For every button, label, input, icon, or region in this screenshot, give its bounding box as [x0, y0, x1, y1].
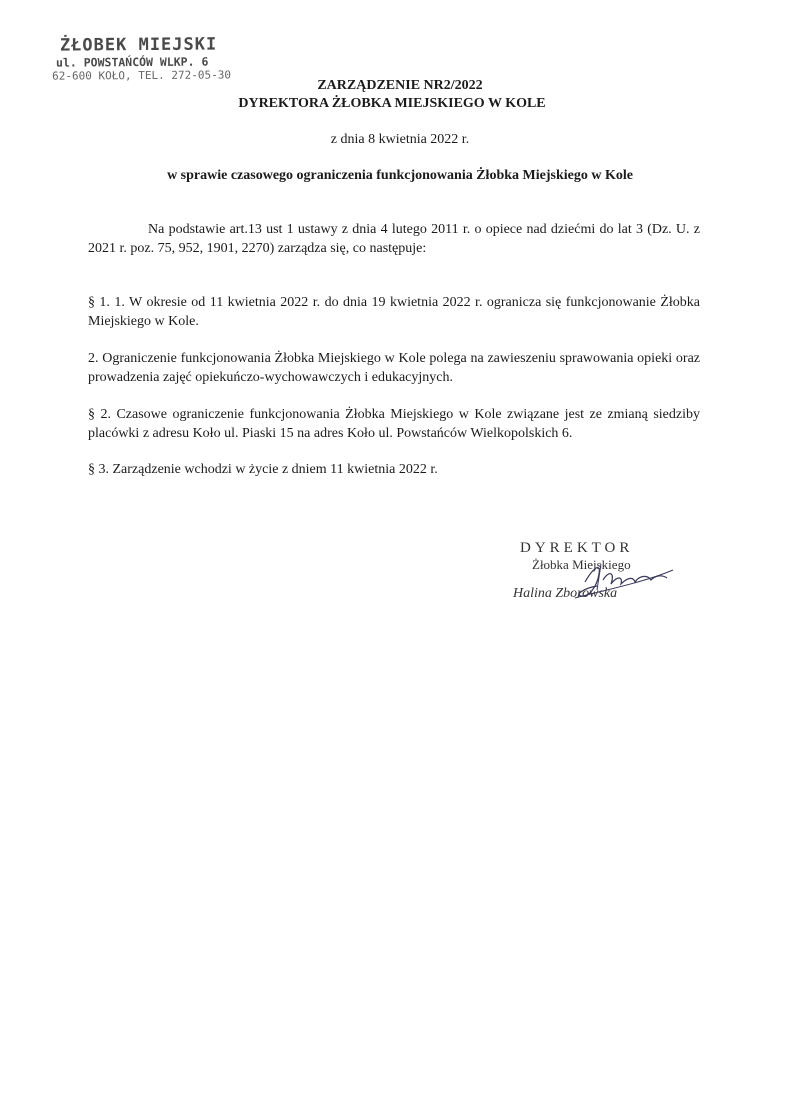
stamp-line-2: ul. POWSTAŃCÓW WLKP. 6	[55, 54, 209, 70]
document-date: z dnia 8 kwietnia 2022 r.	[330, 132, 470, 147]
legal-basis-paragraph: Na podstawie art.13 ust 1 ustawy z dnia 4 lutego 2011 r. o opiece nad dziećmi do lat 3 (Dz. U. z 2021 r. poz. 75, 952, 1901, 2270) zarządza się, co następuje:	[88, 222, 700, 256]
signature-block	[505, 540, 695, 610]
stamp-line-3: 62-600 KOŁO, TEL. 272-05-30	[52, 68, 231, 83]
section-3-paragraph: § 3. Zarządzenie wchodzi w życie z dniem 11 kwietnia 2022 r.	[88, 462, 438, 477]
section-1-point-2-paragraph: 2. Ograniczenie funkcjonowania Żłobka Miejskiego w Kole polega na zawieszeniu sprawowania opieki oraz prowadzenia zajęć opiekuńczo-wychowawczych i edukacyjnych.	[88, 351, 700, 385]
document-subject: w sprawie czasowego ograniczenia funkcjonowania Żłobka Miejskiego w Kole	[167, 168, 633, 183]
signature-institution: Żłobka Miejskiego	[532, 557, 631, 572]
document-title: ZARZĄDZENIE NR2/2022	[317, 78, 483, 93]
section-1-paragraph: § 1. 1. W okresie od 11 kwietnia 2022 r. do dnia 19 kwietnia 2022 r. ogranicza się funkcjonowanie Żłobka Miejskiego w Kole.	[88, 295, 700, 329]
signature-name: Halina Zborowska	[513, 586, 618, 601]
handwritten-signature	[505, 540, 695, 610]
document-issuer: DYREKTORA ŻŁOBKA MIEJSKIEGO W KOLE	[238, 96, 546, 111]
institution-stamp	[52, 34, 242, 83]
signature-role: DYREKTOR	[520, 540, 634, 556]
section-2-paragraph: § 2. Czasowe ograniczenie funkcjonowania Żłobka Miejskiego w Kole związane jest ze zmianą siedziby placówki z adresu Koło ul. Piaski 15 na adres Koło ul. Powstańców Wielkopolskich 6.	[88, 407, 700, 441]
stamp-line-1: ŻŁOBEK MIEJSKI	[59, 34, 218, 56]
